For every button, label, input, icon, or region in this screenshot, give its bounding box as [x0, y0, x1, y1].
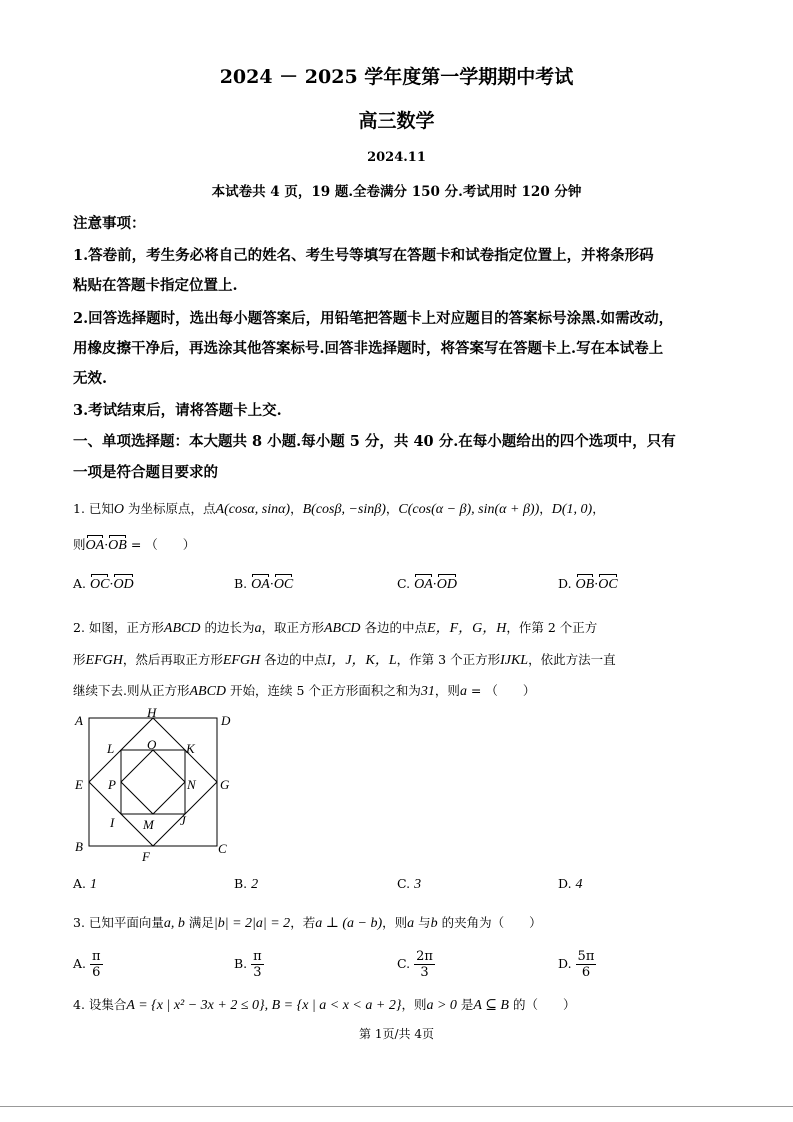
label-J: J: [180, 813, 186, 828]
exam-title: 2024 － 2025 学年度第一学期期中考试: [219, 66, 574, 88]
label-P: P: [108, 777, 116, 792]
q1-option-c[interactable]: C. OA·OD: [397, 576, 457, 592]
label-O: O: [147, 737, 157, 752]
subject-title: 高三数学: [358, 110, 435, 132]
q3-option-c[interactable]: C. $\frac{2\pi}{3}$: [397, 949, 433, 980]
q1-option-b[interactable]: B. OA·OC: [234, 576, 294, 592]
note-3: 3.考试结束后，请将答题卡上交.: [73, 402, 282, 419]
section-1-line-1: 一、单项选择题：本大题共 8 小题.每小题 5 分，共 40 分.在每小题给出的四个选项中，只有: [73, 433, 676, 450]
point-a: A(cosα, sinα): [215, 502, 291, 517]
label-D: D: [221, 713, 231, 728]
point-c: C(cos(α − β), sin(α + β)): [398, 502, 540, 517]
vector-ob: OB: [108, 538, 127, 553]
point-b: B(cosβ, −sinβ): [302, 502, 386, 517]
label-A: A: [75, 713, 83, 728]
note-2-line-3: 无效.: [73, 370, 108, 387]
label-E: E: [75, 777, 83, 792]
q2-option-b[interactable]: B. 2: [234, 876, 259, 892]
label-B: B: [75, 839, 83, 854]
label-K: K: [186, 741, 195, 756]
page-bottom-divider: [0, 1106, 793, 1107]
note-1-line-2: 粘贴在答题卡指定位置上.: [73, 277, 238, 294]
label-F: F: [142, 849, 150, 864]
q2-option-a[interactable]: A. 1: [73, 876, 97, 892]
square-mnop: [121, 750, 185, 814]
origin-symbol: O: [113, 502, 125, 517]
label-L: L: [107, 741, 115, 756]
question-1-line-2: 则OA·OB = （ ）: [73, 537, 196, 553]
square-ijkl: [121, 750, 185, 814]
q3-option-b[interactable]: B. $\frac{\pi}{3}$: [234, 949, 262, 980]
vector-oa: OA: [85, 538, 105, 553]
point-d: D(1, 0): [551, 502, 593, 517]
question-2-line-1: 2. 如图，正方形ABCD 的边长为a，取正方形ABCD 各边的中点E，F，G，H，作第 2 个正方: [73, 620, 598, 636]
nested-squares-figure: [70, 705, 235, 865]
note-1-line-1: 1.答卷前，考生务必将自己的姓名、考生号等填写在答题卡和试卷指定位置上，并将条形码: [73, 247, 654, 264]
q2-option-d[interactable]: D. 4: [558, 876, 583, 892]
label-H: H: [147, 705, 157, 720]
q2-option-c[interactable]: C. 3: [397, 876, 422, 892]
label-G: G: [220, 777, 230, 792]
q1-option-d[interactable]: D. OB·OC: [558, 576, 618, 592]
label-N: N: [187, 777, 196, 792]
label-M: M: [143, 817, 154, 832]
label-C: C: [218, 841, 227, 856]
question-2-line-2: 形EFGH，然后再取正方形EFGH 各边的中点I，J，K，L，作第 3 个正方形IJKL，依此方法一直: [73, 652, 616, 668]
label-I: I: [110, 815, 115, 830]
question-4: 4. 设集合A = {x | x² − 3x + 2 ≤ 0}, B = {x | a < x < a + 2}，则a > 0 是A ⊆ B 的（ ）: [73, 997, 576, 1013]
question-3: 3. 已知平面向量a, b 满足|b| = 2|a| = 2，若a ⊥ (a − b)，则a 与b 的夹角为（ ）: [73, 915, 542, 931]
q3-option-a[interactable]: A. $\frac{\pi}{6}$: [73, 949, 101, 980]
q3-option-d[interactable]: D. $\frac{5\pi}{6}$: [558, 949, 595, 980]
question-1-line-1: 1. 已知O 为坐标原点，点A(cosα, sinα)，B(cosβ, −sinβ)，C(cos(α − β), sin(α + β))，D(1, 0)，: [73, 501, 605, 517]
note-2-line-1: 2.回答选择题时，选出每小题答案后，用铅笔把答题卡上对应题目的答案标号涂黑.如需改动，: [73, 310, 674, 327]
page-footer: 第 1页/共 4页: [359, 1027, 434, 1041]
note-2-line-2: 用橡皮擦干净后，再选涂其他答案标号.回答非选择题时，将答案写在答题卡上.写在本试卷上: [73, 340, 664, 357]
section-1-line-2: 一项是符合题目要求的: [73, 464, 218, 481]
exam-date: 2024.11: [367, 150, 426, 165]
notes-heading: 注意事项：: [73, 215, 146, 232]
q1-option-a[interactable]: A. OC·OD: [73, 576, 134, 592]
question-2-line-3: 继续下去.则从正方形ABCD 开始，连续 5 个正方形面积之和为31，则a = （ ）: [73, 683, 536, 699]
exam-info: 本试卷共 4 页，19 题.全卷满分 150 分.考试用时 120 分钟: [211, 184, 582, 200]
